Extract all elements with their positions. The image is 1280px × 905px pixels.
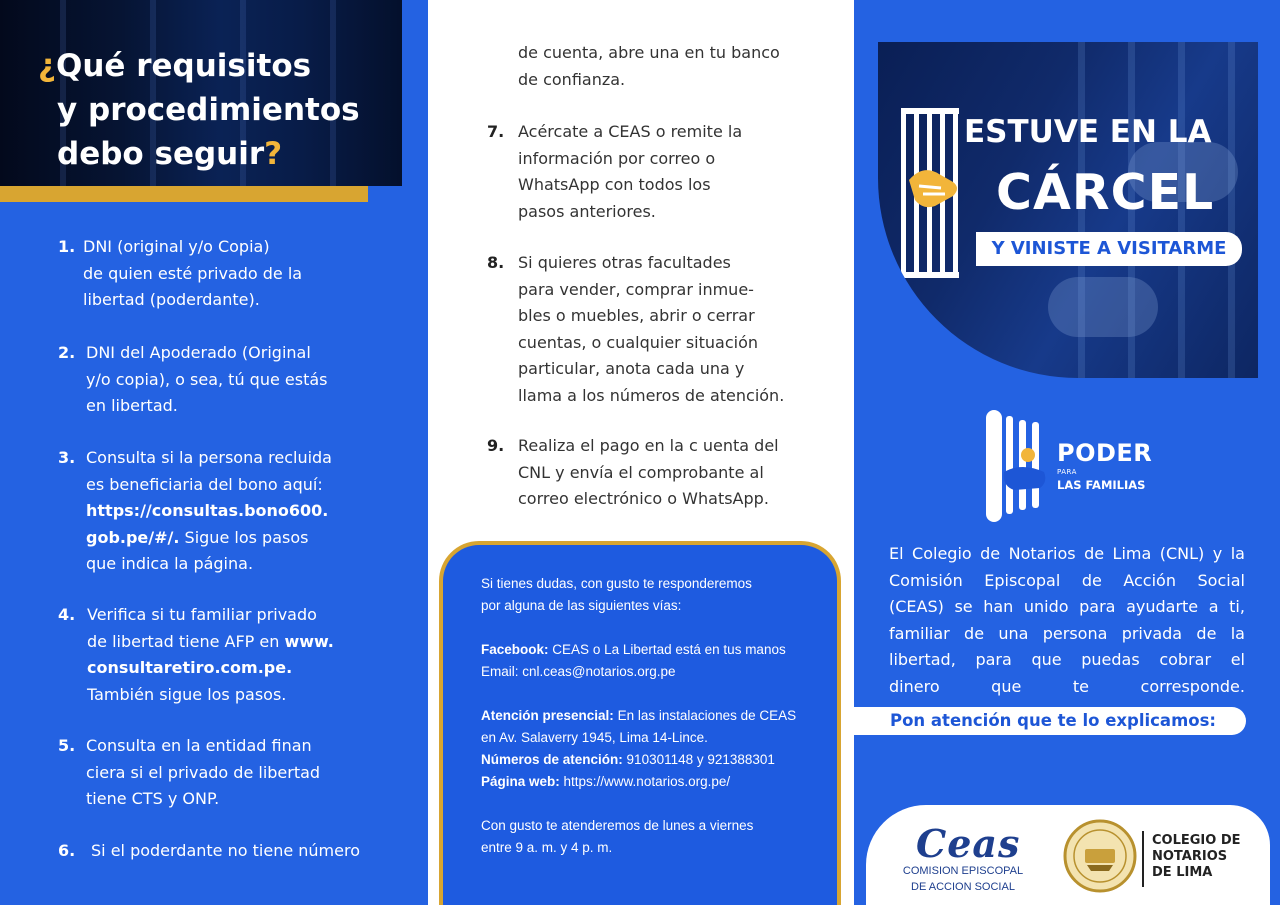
facebook-libertad-link[interactable]: La Libertad está en tus manos <box>604 642 786 657</box>
step-line: Si quieres otras facultades <box>518 253 731 272</box>
afp-link[interactable]: www. <box>284 631 334 651</box>
title-line-1: Qué requisitos <box>55 48 312 84</box>
website-link[interactable]: https://www.notarios.org.pe/ <box>563 774 731 789</box>
step-line: es beneficiaria del bono aquí: <box>86 474 323 494</box>
intro-word: una <box>998 623 1029 643</box>
step-number: 1. <box>58 237 76 256</box>
bono-link[interactable]: https://consultas.bono600. <box>86 501 329 520</box>
intro-paragraph <box>889 541 1245 700</box>
step-line: y/o copia), o sea, tú que estás <box>86 369 328 389</box>
presencial-value: En las instalaciones de CEAS <box>617 708 797 723</box>
close-question-mark: ? <box>264 136 283 172</box>
intro-word: Acción <box>1123 570 1176 590</box>
program-name: PODER <box>1057 439 1153 467</box>
cnl-line: COLEGIO DE <box>1152 833 1241 848</box>
afp-link-cont[interactable]: consultaretiro.com.pe. <box>87 658 293 677</box>
intro-line <box>889 674 1245 701</box>
step-1 <box>58 234 358 314</box>
cnl-line: NOTARIOS <box>1152 849 1228 864</box>
intro-word: la <box>1230 544 1245 563</box>
intro-word: de <box>1196 623 1217 643</box>
intro-word: han <box>983 597 1014 616</box>
step-line: en libertad. <box>86 396 178 415</box>
step-line: Realiza el pago en la c uenta del <box>518 436 779 455</box>
intro-word: para <box>975 650 1012 669</box>
contact-info <box>481 573 821 859</box>
prison-bars-handshake-icon <box>901 108 959 278</box>
ceas-logo-subtitle <box>894 863 1032 895</box>
hero-banner <box>878 42 1258 378</box>
partner-logos <box>866 805 1270 905</box>
phone-numbers[interactable]: 910301148 y 921388301 <box>626 752 775 767</box>
presencial-line <box>481 705 821 727</box>
intro-line <box>889 568 1245 595</box>
step-6 <box>58 838 398 865</box>
step-line: tiene CTS y ONP. <box>86 789 220 808</box>
panel-requirements <box>0 0 428 905</box>
intro-word: (CEAS) <box>889 597 944 616</box>
program-name-sub: LAS FAMILIAS <box>1057 478 1146 492</box>
step-number: 7. <box>487 122 505 141</box>
ceas-sub-line: COMISION EPISCOPAL <box>902 865 1024 877</box>
intro-word: corresponde. <box>1140 676 1245 696</box>
intro-word: ti, <box>1229 597 1245 616</box>
presencial-label: Atención presencial: <box>481 708 614 723</box>
step-line: cuentas, o cualquier situación <box>518 332 758 352</box>
intro-line <box>889 621 1245 648</box>
step-number: 3. <box>58 448 76 467</box>
ceas-logo-word: Ceas <box>916 821 1021 866</box>
intro-word: te <box>1072 676 1089 696</box>
step-number: 8. <box>487 253 505 272</box>
step-line: DNI del Apoderado (Original <box>86 343 311 362</box>
step-line: Sigue los pasos <box>184 527 309 547</box>
hours-line: entre 9 a. m. y 4 p. m. <box>481 840 613 855</box>
hero-subtitle-pill: Y VINISTE A VISITARME <box>976 232 1242 266</box>
phones-line <box>481 749 821 771</box>
cnl-line: DE LIMA <box>1152 865 1213 880</box>
intro-word: a <box>1208 597 1219 616</box>
intro-word: para <box>1079 597 1116 616</box>
cnl-seal-icon <box>1063 819 1137 893</box>
intro-word: Comisión <box>889 570 963 590</box>
intro-word: el <box>1230 650 1245 669</box>
step-line: correo electrónico o WhatsApp. <box>518 489 769 508</box>
address: en Av. Salaverry 1945, Lima 14-Lince. <box>481 730 708 745</box>
step-line: Verifica si tu familiar privado <box>87 605 317 624</box>
intro-word: unido <box>1023 597 1069 616</box>
logo-divider <box>1142 831 1144 887</box>
ceas-sub-line: DE ACCION SOCIAL <box>911 881 1015 893</box>
contact-intro: Si tienes dudas, con gusto te responderemos <box>481 576 752 591</box>
attention-banner: Pon atención que te lo explicamos: <box>854 707 1246 735</box>
step-line: particular, anota cada una y <box>518 359 745 378</box>
intro-word: de <box>980 544 1001 563</box>
step-line: Consulta si la persona recluida <box>86 448 332 467</box>
hours-line: Con gusto te atenderemos de lunes a viernes <box>481 818 754 833</box>
requirements-title <box>38 44 360 176</box>
step-number: 2. <box>58 343 76 362</box>
facebook-or: o <box>592 642 601 657</box>
intro-word: dinero <box>889 676 940 696</box>
intro-word: que <box>1031 650 1062 669</box>
intro-word: de <box>1084 544 1105 563</box>
intro-word: Social <box>1197 570 1245 590</box>
contact-intro: por alguna de las siguientes vías: <box>481 598 682 613</box>
intro-word: se <box>954 597 973 616</box>
step-line: bles o muebles, abrir o cerrar <box>518 306 755 325</box>
step-line: CNL y envía el comprobante al <box>518 462 764 482</box>
intro-line <box>889 647 1245 674</box>
cnl-logo-text <box>1152 833 1241 881</box>
contact-box <box>439 541 841 905</box>
step-line: información por correo o <box>518 148 716 168</box>
step-line: de quien esté privado de la <box>83 263 303 283</box>
step-number: 4. <box>58 605 76 624</box>
step-line: de cuenta, abre una en tu banco <box>518 43 780 62</box>
intro-word: ayudarte <box>1126 597 1199 616</box>
step-line: Si el poderdante no tiene número <box>91 841 360 860</box>
intro-word: Colegio <box>912 544 972 563</box>
web-line <box>481 771 821 793</box>
step-line: llama a los números de atención. <box>518 385 785 405</box>
intro-word: de <box>1081 570 1102 590</box>
facebook-label: Facebook: <box>481 642 549 657</box>
bono-link-cont[interactable]: gob.pe/#/. <box>86 527 180 547</box>
intro-word: que <box>991 676 1022 696</box>
step-5 <box>58 733 378 813</box>
step-line: DNI (original y/o Copia) <box>83 237 270 256</box>
open-question-mark: ¿ <box>38 48 56 84</box>
step-line: de confianza. <box>518 69 626 89</box>
facebook-line <box>481 639 821 661</box>
intro-word: privada <box>1121 623 1183 643</box>
step-line: que indica la página. <box>86 554 254 573</box>
poder-familias-logo-icon <box>986 410 1052 522</box>
step-2 <box>58 340 358 420</box>
intro-word: (CNL) <box>1159 544 1205 563</box>
step-4 <box>58 602 378 708</box>
intro-word: cobrar <box>1159 650 1212 669</box>
step-line: También sigue los pasos. <box>87 684 287 704</box>
intro-word: la <box>1230 623 1245 643</box>
hero-title-line-1: ESTUVE EN LA <box>964 114 1212 150</box>
intro-word: puedas <box>1081 650 1140 669</box>
intro-word: Episcopal <box>984 570 1061 590</box>
title-line-2: y procedimientos <box>57 92 360 128</box>
intro-line <box>889 594 1245 621</box>
step-number: 5. <box>58 736 76 755</box>
email-link[interactable]: Email: cnl.ceas@notarios.org.pe <box>481 664 676 679</box>
title-line-3: debo seguir <box>57 136 265 172</box>
intro-word: familiar <box>889 623 950 643</box>
step-line: Acércate a CEAS o remite la <box>518 122 743 141</box>
step-line: pasos anteriores. <box>518 201 656 221</box>
step-line: Consulta en la entidad finan <box>86 736 312 755</box>
step-number: 6. <box>58 841 76 860</box>
title-underline <box>0 186 368 202</box>
step-line: para vender, comprar inmue- <box>518 279 754 299</box>
step-3 <box>58 445 378 578</box>
intro-word: Lima <box>1112 544 1152 563</box>
step-6-continuation <box>518 40 780 93</box>
facebook-ceas-link[interactable]: CEAS <box>552 642 590 657</box>
intro-word: Notarios <box>1008 544 1076 563</box>
step-7 <box>487 119 827 225</box>
step-8 <box>487 250 837 409</box>
step-line: libertad (poderdante). <box>83 290 260 309</box>
hero-title-line-2: CÁRCEL <box>996 164 1215 221</box>
step-number: 9. <box>487 436 505 455</box>
intro-word: El <box>889 544 904 563</box>
intro-word: de <box>964 623 985 643</box>
intro-word: libertad, <box>889 650 956 669</box>
step-line: WhatsApp con todos los <box>518 175 711 194</box>
panel-cover <box>854 0 1280 905</box>
intro-word: y <box>1212 544 1223 563</box>
program-name-para: PARA <box>1057 468 1077 476</box>
web-label: Página web: <box>481 774 560 789</box>
intro-word: persona <box>1042 623 1108 643</box>
step-line: de libertad tiene AFP en <box>87 631 280 651</box>
intro-line <box>889 541 1245 568</box>
step-line: ciera si el privado de libertad <box>86 762 321 782</box>
phones-label: Números de atención: <box>481 752 623 767</box>
step-9 <box>487 433 837 513</box>
